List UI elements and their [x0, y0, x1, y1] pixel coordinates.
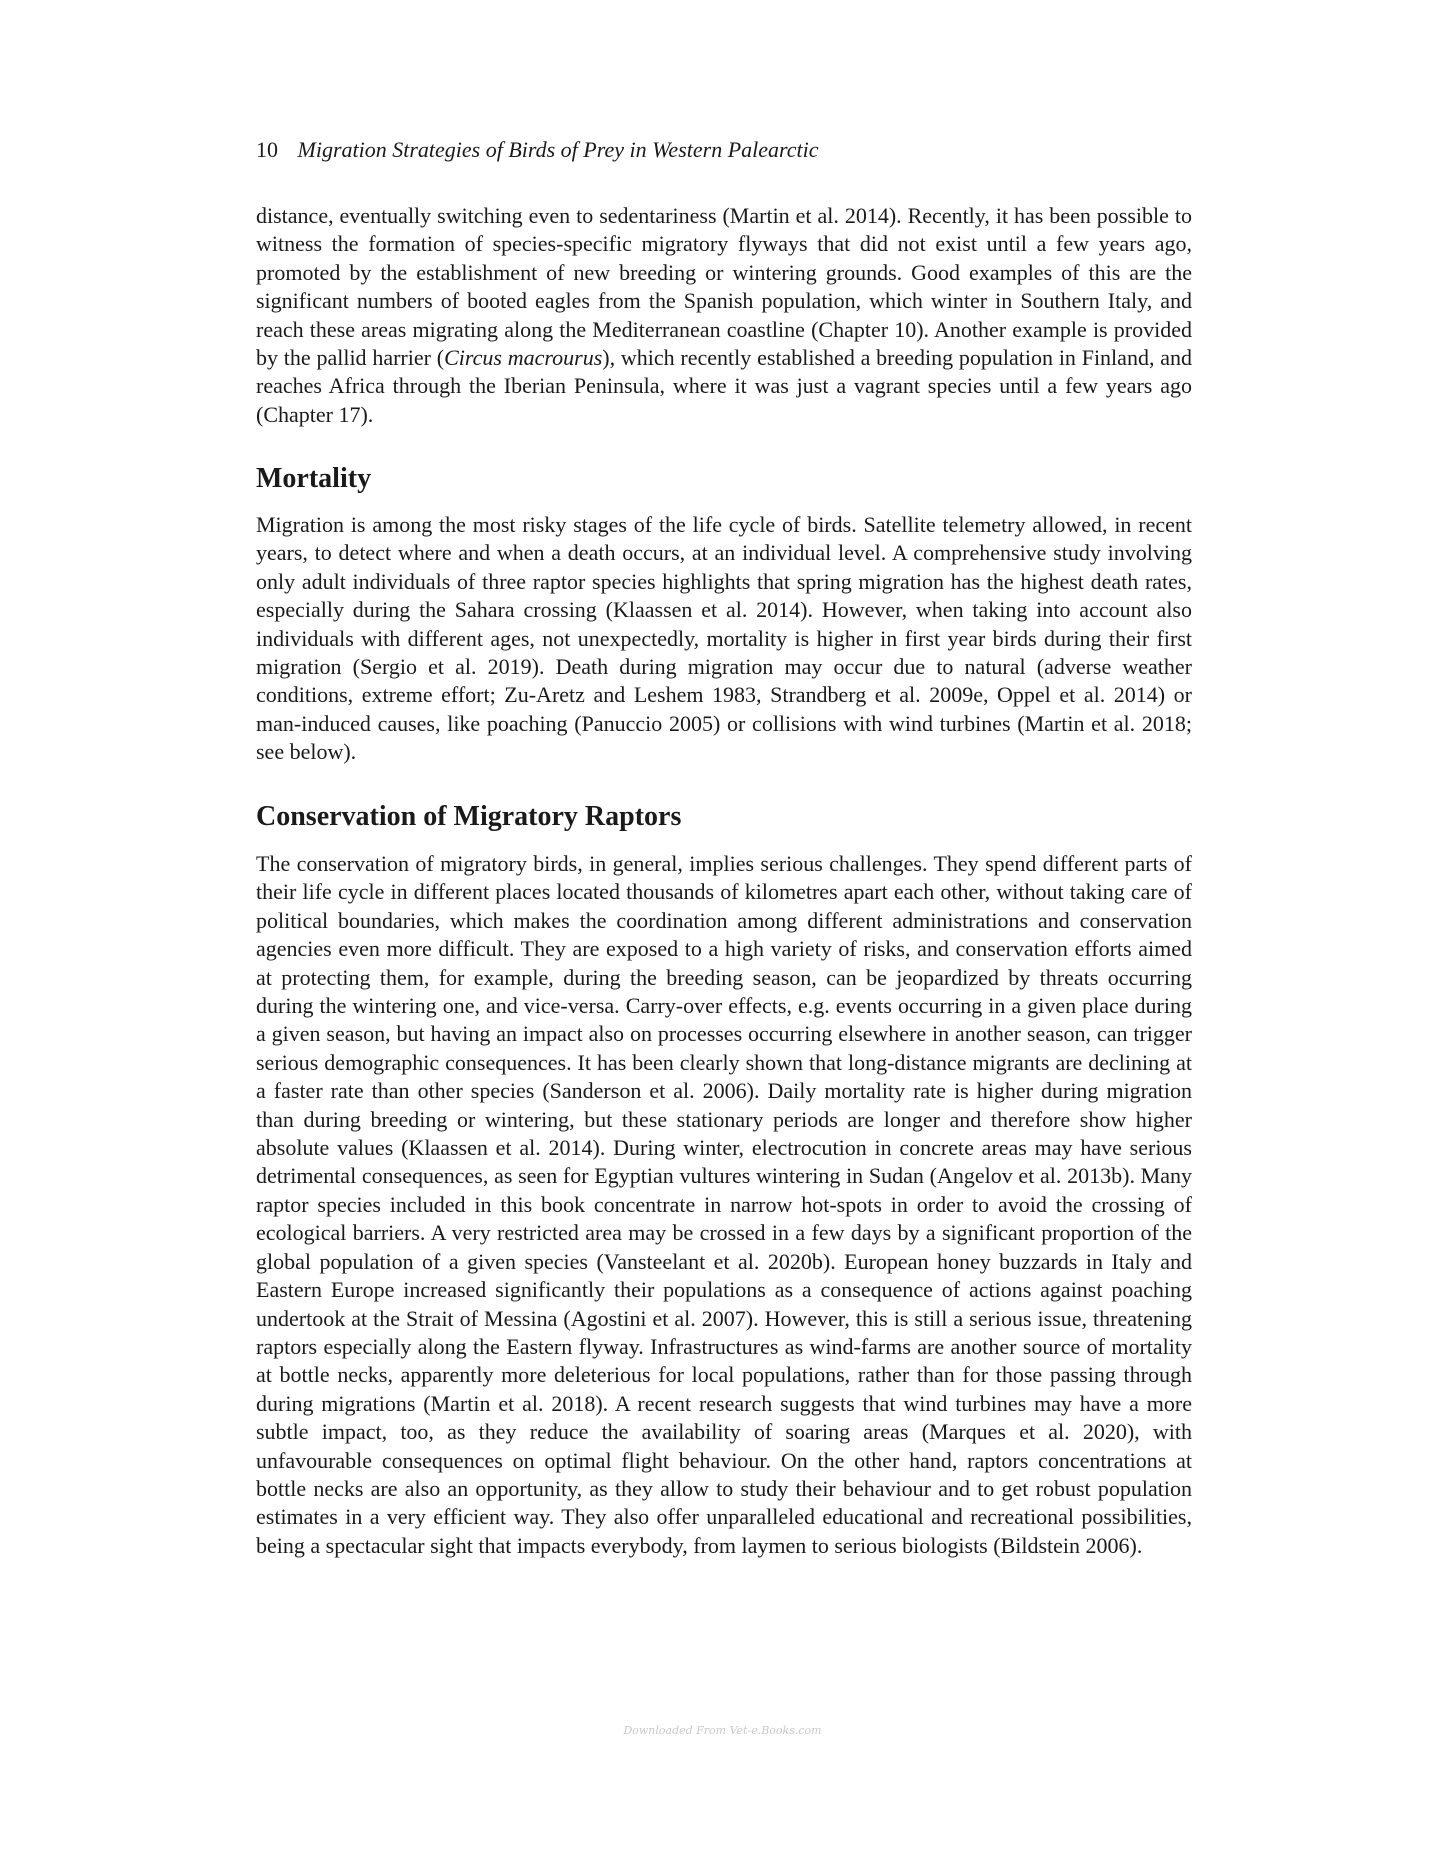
species-name: Circus macrourus	[444, 345, 603, 371]
mortality-paragraph: Migration is among the most risky stages of the life cycle of birds. Satellite telemetry allowed, in recent years, to detect where and when a death occurs, at an individual level. A comprehensive study involving only adult individuals of three raptor species highlights that spring migration has the highest death rates, especially during the Sahara crossing (Klaassen et al. 2014). However, when taking into account also individuals with different ages, not unexpectedly, mortality is higher in first year birds during their first migration (Sergio et al. 2019). Death during migration may occur due to natural (adverse weather conditions, extreme effort; Zu-Aretz and Leshem 1983, Strandberg et al. 2009e, Oppel et al. 2014) or man-induced causes, like poaching (Panuccio 2005) or collisions with wind turbines (Martin et al. 2018; see below).	[256, 512, 1192, 765]
page-header	[256, 136, 819, 164]
intro-text-before: distance, eventually switching even to sedentariness (Martin et al. 2014). Recently, it has been possible to witness the formation of species-specific migratory flyways that did not exist until a few years ago, promoted by the establishment of new breeding or wintering grounds. Good examples of this are the significant numbers of booted eagles from the Spanish population, which winter in Southern Italy, and reach these areas migrating along the Mediterranean coastline (Chapter 10). Another example is provided by the pallid harrier (	[256, 203, 1192, 371]
intro-text-after: ), which recently established a breeding population in Finland, and reaches Africa through the Iberian Peninsula, where it was just a vagrant species until a few years ago (Chapter 17).	[256, 345, 1192, 427]
conservation-paragraph: The conservation of migratory birds, in general, implies serious challenges. They spend different parts of their life cycle in different places located thousands of kilometres apart each other, without taking care of political boundaries, which makes the coordination among different administrations and conservation agencies even more difficult. They are exposed to a high variety of risks, and conservation efforts aimed at protecting them, for example, during the breeding season, can be jeopardized by threats occurring during the wintering one, and vice-versa. Carry-over effects, e.g. events occurring in a given place during a given season, but having an impact also on processes occurring elsewhere in another season, can trigger serious demographic consequences. It has been clearly shown that long-distance migrants are declining at a faster rate than other species (Sanderson et al. 2006). Daily mortality rate is higher during migration than during breeding or wintering, but these stationary periods are longer and therefore show higher absolute values (Klaassen et al. 2014). During winter, electrocution in concrete areas may have serious detrimental consequences, as seen for Egyptian vultures wintering in Sudan (Angelov et al. 2013b). Many raptor species included in this book concentrate in narrow hot-spots in order to avoid the crossing of ecological barriers. A very restricted area may be crossed in a few days by a significant proportion of the global population of a given species (Vansteelant et al. 2020b). European honey buzzards in Italy and Eastern Europe increased significantly their populations as a consequence of actions against poaching undertook at the Strait of Messina (Agostini et al. 2007). However, this is still a serious issue, threatening raptors especially along the Eastern flyway. Infrastructures as wind-farms are another source of mortality at bottle necks, apparently more deleterious for local populations, rather than for those passing through during migrations (Martin et al. 2018). A recent research suggests that wind turbines may have a more subtle impact, too, as they reduce the availability of soaring areas (Marques et al. 2020), with unfavourable consequences on optimal flight behaviour. On the other hand, raptors concentrations at bottle necks are also an opportunity, as they allow to study their behaviour and to get robust population estimates in a very efficient way. They also offer unparalleled educational and recreational possibilities, being a spectacular sight that impacts everybody, from laymen to serious biologists (Bildstein 2006).	[256, 851, 1192, 1558]
intro-paragraph	[256, 202, 1192, 429]
conservation-heading: Conservation of Migratory Raptors	[256, 801, 682, 832]
running-title: Migration Strategies of Birds of Prey in Western Palearctic	[297, 137, 819, 162]
page-number: 10	[256, 137, 278, 162]
watermark-text: Downloaded From Vet-e.Books.com	[623, 1724, 822, 1737]
mortality-heading: Mortality	[256, 463, 372, 494]
